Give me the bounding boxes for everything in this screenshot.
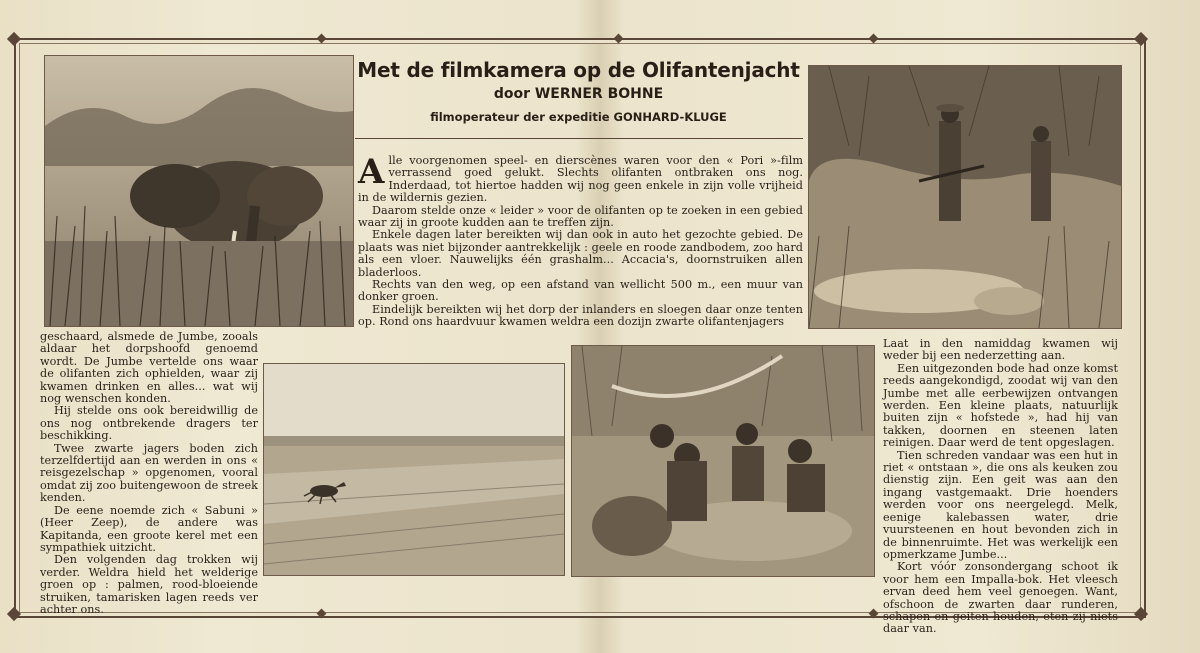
body-paragraph: Den volgenden dag trokken wij verder. Weldra hield het welderige groen op : palmen, rood-bloeiende struiken, tamarisken lagen reeds ver achter ons. <box>40 553 258 616</box>
intro-paragraph: Alle voorgenomen speel- en dierscènes waren voor den « Pori »-film verrassend goed gelukt. Slechts olifanten ontbraken ons nog. Inderdaad, tot hiertoe hadden wij nog geen enkele in zijn volle vrijheid in de wildernis gezien. <box>358 152 803 205</box>
left-column <box>40 331 258 616</box>
body-paragraph: Tien schreden vandaar was een hut in riet « ontstaan », die ons als keuken zou dienstig zijn. Een geit was aan den ingang vastgemaakt. Drie hoenders werden voor ons neergelegd. Melk, eenige kalebassen water, drie vuursteenen en hout bevonden zich in de binnenruimte. Het was werkelijk een opmerkzame Jumbe... <box>883 448 1118 561</box>
body-paragraph: Enkele dagen later bereikten wij dan ook in auto het gezochte gebied. De plaats was niet bijzonder aantrekkelijk : geele en roode zandbodem, zoo hard als een vloer. Nauwelijks één grashalm... Accacia's, doornstruiken allen bladerloos. <box>358 228 803 279</box>
body-paragraph: Twee zwarte jagers boden zich terzelfdertijd aan en werden in ons « reisgezelschap » opgenomen, vooral omdat zij zoo buitengewoon de streek kenden. <box>40 441 258 505</box>
hunters-photo <box>808 65 1122 329</box>
body-paragraph: De eene noemde zich « Sabuni » (Heer Zeep), de andere was Kapitanda, een groote kerel met een sympathiek uitzicht. <box>40 503 258 554</box>
body-paragraph: Daarom stelde onze « leider » voor de olifanten op te zoeken in een gebied waar zij in groote kudden aan te treffen zijn. <box>358 203 803 230</box>
article-title: Met de filmkamera op de Olifantenjacht <box>357 58 800 82</box>
body-paragraph: Hij stelde ons ook bereidwillig de ons nog ontbrekende dragers ter beschikking. <box>40 404 258 443</box>
body-paragraph: Kort vóór zonsondergang schoot ik voor hem een Impalla-bok. Het vleesch ervan deed hem veel genoegen. Want, ofschoon de zwarten daar runderen, schapen en geiten houden, eten zij niets daar van. <box>883 560 1118 636</box>
author-byline: door WERNER BOHNE <box>493 86 664 102</box>
body-paragraph: Laat in den namiddag kwamen wij weder bij een nederzetting aan. <box>883 337 1118 363</box>
villagers-photo <box>571 345 875 577</box>
savanna-photo <box>263 363 565 576</box>
right-column <box>883 338 1118 636</box>
body-paragraph: Een uitgezonden bode had onze komst reeds aangekondigd, zoodat wij van den Jumbe met alle eerbewijzen ontvangen werden. Een kleine plaats, natuurlijk buiten zijn « hofstede », had hij van takken, doornen en steenen laten reinigen. Daar werd de tent opgeslagen. <box>883 361 1118 450</box>
author-role: filmoperateur der expeditie GONHARD-KLUGE <box>430 110 727 124</box>
body-paragraph: geschaard, alsmede de Jumbe, zooals aldaar het dorpshoofd genoemd wordt. De Jumbe vertelde ons waar de olifanten zich ophielden, waar zij kwamen drinken en alles... wat wij nog wenschen konden. <box>40 330 258 406</box>
body-paragraph: Rechts van den weg, op een afstand van wellicht 500 m., een muur van donker groen. <box>358 278 803 304</box>
article-header <box>352 58 805 124</box>
center-column <box>358 152 803 329</box>
elephant-photo <box>44 55 354 327</box>
body-paragraph: Eindelijk bereikten wij het dorp der inlanders en sloegen daar onze tenten op. Rond ons haardvuur kwamen weldra een dozijn zwarte olifantenjagers <box>358 302 803 329</box>
title-divider <box>355 138 803 139</box>
drop-cap: A <box>358 152 385 192</box>
